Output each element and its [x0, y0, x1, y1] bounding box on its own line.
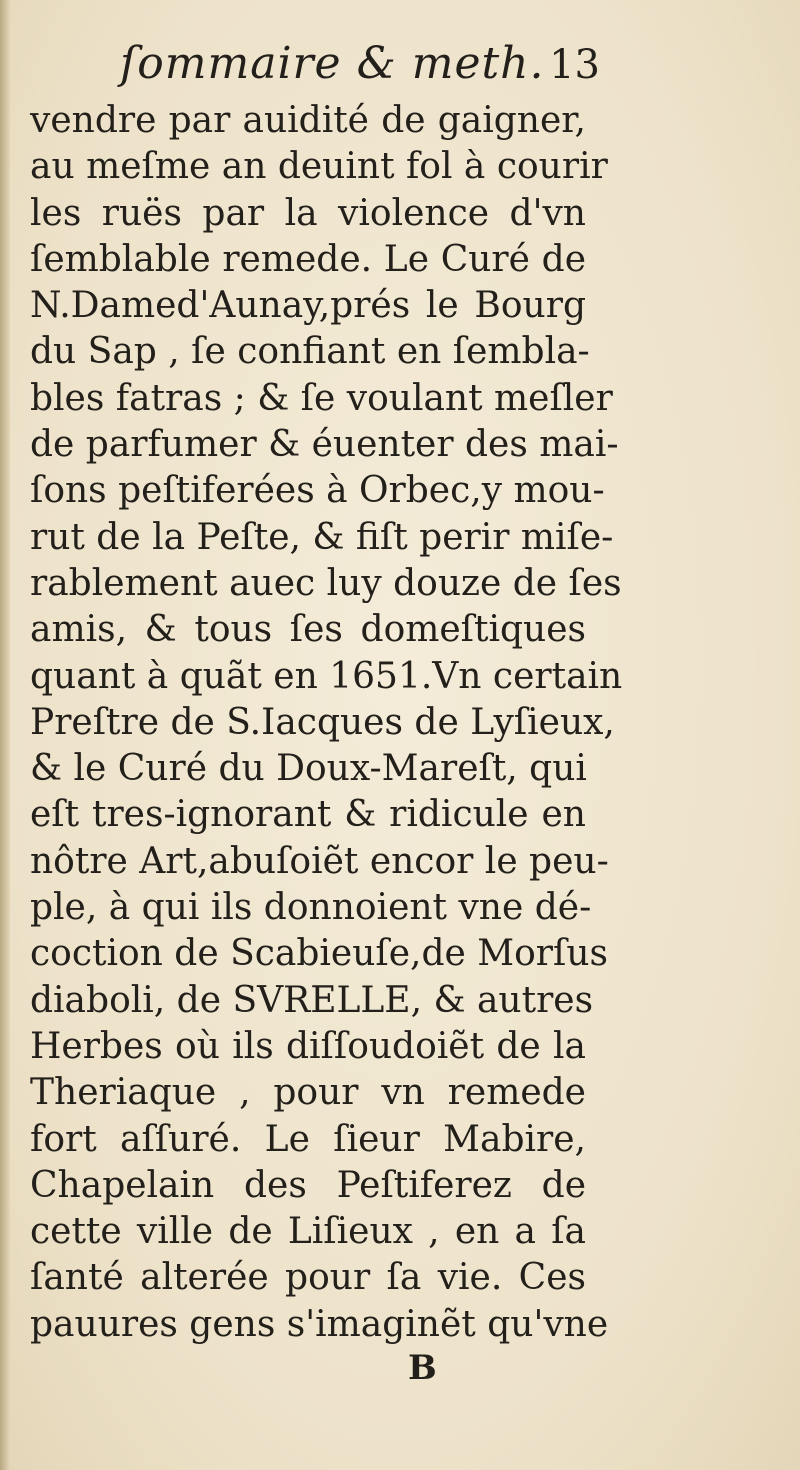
- text-line: rablement auec luy douze de ſes: [30, 562, 622, 604]
- text-line: amis, & tous ſes domeſtiques: [30, 609, 586, 651]
- signature-mark: B: [408, 1348, 437, 1388]
- text-line: Chapelain des Peſtiferez de: [30, 1164, 586, 1206]
- text-line: pauures gens s'imaginẽt qu'vne: [30, 1303, 609, 1345]
- text-line: ſons peſtiferées à Orbec,y mou-: [30, 470, 605, 512]
- page-number: 13: [549, 42, 600, 88]
- text-line: rut de la Peſte, & fiſt perir miſe-: [30, 516, 614, 558]
- text-line: Theriaque , pour vn remede: [30, 1072, 586, 1114]
- running-head: ſommaire & meth.: [120, 38, 545, 89]
- text-line: du Sap , ſe confiant en ſembla-: [30, 331, 590, 373]
- page-gutter-shadow: [0, 0, 10, 1470]
- text-line: ſanté alterée pour ſa vie. Ces: [30, 1257, 586, 1299]
- page-header: [120, 30, 600, 100]
- text-line: vendre par auidité de gaigner,: [30, 100, 586, 141]
- text-line: au meſme an deuint fol à courir: [30, 146, 608, 188]
- text-line: diaboli, de SVRELLE, & autres: [30, 979, 594, 1021]
- text-line: nôtre Art,abuſoiẽt encor le peu-: [30, 840, 609, 882]
- text-line: quant à quãt en 1651.Vn certain: [30, 655, 623, 697]
- text-line: cette ville de Liſieux , en a ſa: [30, 1211, 586, 1253]
- text-line: de parfumer & éuenter des mai-: [30, 424, 619, 466]
- body-text: [30, 98, 623, 1348]
- text-line: fort aſſuré. Le ſieur Mabire,: [30, 1118, 586, 1160]
- text-line: bles fatras ; & ſe voulant meſler: [30, 377, 613, 419]
- text-line: Herbes où ils diſſoudoiẽt de la: [30, 1025, 586, 1067]
- text-line: ſemblable remede. Le Curé de: [30, 238, 586, 280]
- text-line: N.Damed'Aunay,prés le Bourg: [30, 285, 586, 327]
- text-line: les ruës par la violence d'vn: [30, 192, 586, 234]
- text-line: Preſtre de S.Iacques de Lyſieux,: [30, 701, 615, 743]
- text-line: & le Curé du Doux-Mareſt, qui: [30, 748, 587, 790]
- text-line: eſt tres-ignorant & ridicule en: [30, 794, 586, 836]
- text-line: ple, à qui ils donnoient vne dé-: [30, 887, 592, 929]
- text-line: coction de Scabieuſe,de Morſus: [30, 933, 609, 975]
